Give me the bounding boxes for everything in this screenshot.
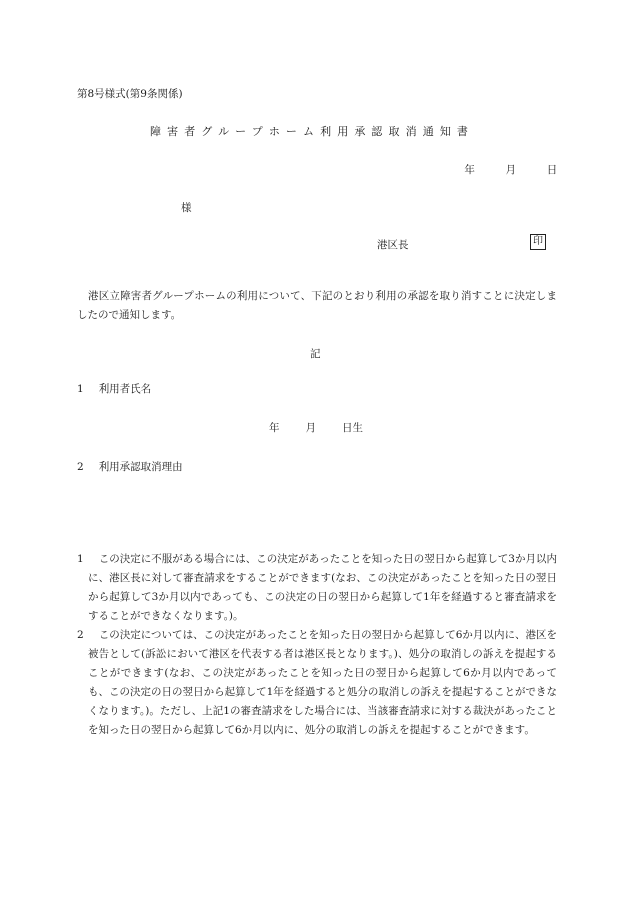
form-number: 第8号様式(第9条関係) [77, 88, 183, 100]
date-month-label: 月 [505, 164, 517, 176]
date-day-label: 日 [546, 164, 558, 176]
notes-section [77, 550, 557, 740]
ki-heading: 記 [310, 348, 321, 360]
notice-body: 港区立障害者グループホームの利用について、下記のとおり利用の承認を取り消すことに決定しましたので通知します。 [77, 290, 557, 321]
item-recipient-name [77, 381, 151, 396]
item-label: 利用承認取消理由 [98, 461, 183, 473]
addressee-suffix: 様 [181, 202, 192, 214]
document-title: 障害者グループホーム利用承認取消通知書 [150, 125, 475, 138]
birth-month-label: 月 [305, 422, 316, 434]
date-line [461, 162, 557, 177]
item-number: 2 [77, 461, 84, 473]
birth-day-label: 日生 [342, 422, 363, 434]
birth-year-label: 年 [269, 422, 280, 434]
seal-mark: 印 [530, 234, 546, 250]
note-text: この決定に不服がある場合には、この決定があったことを知った日の翌日から起算して3か月以内に、港区長に対して審査請求をすることができます(なお、この決定があったことを知った日の翌日から起算して3か月以内であっても、この決定の日の翌日から起算して1年を経過すると審査請求をすることができなくなります。)。 [88, 553, 557, 622]
item-number: 1 [77, 383, 84, 395]
date-year-label: 年 [464, 164, 475, 176]
item-label: 利用者氏名 [98, 383, 152, 395]
item-cancellation-reason [77, 459, 183, 474]
birth-date-line [269, 420, 363, 435]
note-text: この決定については、この決定があったことを知った日の翌日から起算して6か月以内に、港区を被告として(訴訟において港区を代表する者は港区長となります。)、処分の取消しの訴えを提起することができます(なお、この決定があったことを知った日の翌日から起算して6か月以内であっても、この決定の日の翌日から起算して1年を経過すると処分の取消しの訴えを提起することができなくなります。)。ただし、上記1の審査請求をした場合には、当該審査請求に対する裁決があったことを知った日の翌日から起算して6か月以内に、処分の取消しの訴えを提起することができます。 [88, 629, 557, 736]
note-item [77, 626, 557, 740]
note-item [77, 550, 557, 626]
issuer: 港区長 [377, 239, 409, 251]
note-number: 2 [77, 629, 84, 641]
note-number: 1 [77, 553, 84, 565]
